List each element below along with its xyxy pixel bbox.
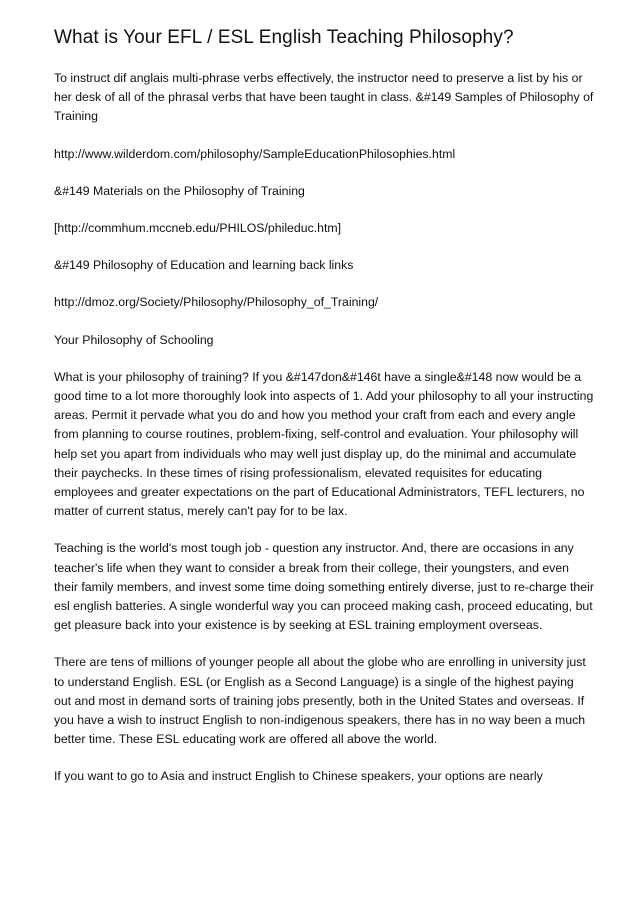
document-page xyxy=(54,26,594,805)
paragraph-link-phileduc: [http://commhum.mccneb.edu/PHILOS/phileduc.htm] xyxy=(54,221,342,236)
paragraph-asia-options: If you want to go to Asia and instruct English to Chinese speakers, your options are nearly xyxy=(54,769,543,784)
paragraph-esl-demand: There are tens of millions of younger people all about the globe who are enrolling in university just to understand English. ESL (or English as a Second Language) is a single of the highest paying out and most in demand sorts of training jobs presently, both in the United States and overseas. If you have a wish to instruct English to non-indigenous speakers, there has in no way been a much better time. These ESL educating work are offered all above the world. xyxy=(54,655,586,747)
paragraph-link-sample-philosophies: http://www.wilderdom.com/philosophy/SampleEducationPhilosophies.html xyxy=(54,146,456,161)
paragraph-materials-heading: &#149 Materials on the Philosophy of Training xyxy=(54,183,305,198)
paragraph-intro: To instruct dif anglais multi-phrase verbs effectively, the instructor need to preserve a list by his or her desk of all of the phrasal verbs that have been taught in class. &#149 Samples of Philosophy of Training xyxy=(54,71,594,124)
paragraph-back-links-heading: &#149 Philosophy of Education and learning back links xyxy=(54,258,354,273)
paragraph-link-dmoz: http://dmoz.org/Society/Philosophy/Philosophy_of_Training/ xyxy=(54,295,379,310)
paragraph-philosophy-of-training: What is your philosophy of training? If you &#147don&#146t have a single&#148 now would be a good time to a lot more thoroughly look into aspects of 1. Add your philosophy to all your instructing areas. Permit it pervade what you do and how you method your craft from each and every angle from planning to course routines, problem-fixing, self-control and evaluation. Your philosophy will help set you apart from individuals who may well just display up, do the minimal and accumulate their paychecks. In these times of rising professionalism, elevated requisites for educating employees and greater expectations on the part of Educational Administrators, TEFL lecturers, no matter of current status, merely can't pay for to be lax. xyxy=(54,369,594,519)
paragraph-schooling-heading: Your Philosophy of Schooling xyxy=(54,332,214,347)
paragraph-teaching-tough-job: Teaching is the world's most tough job - question any instructor. And, there are occasions in any teacher's life when they want to consider a break from their college, their youngsters, and even their family members, and invest some time doing something entirely diverse, just to re-charge their esl english batteries. A single wonderful way you can proceed making cash, proceed educating, but get pleasure back into your existence is by seeking at ESL training employment overseas. xyxy=(54,541,594,633)
document-title: What is Your EFL / ESL English Teaching Philosophy? xyxy=(54,27,514,48)
